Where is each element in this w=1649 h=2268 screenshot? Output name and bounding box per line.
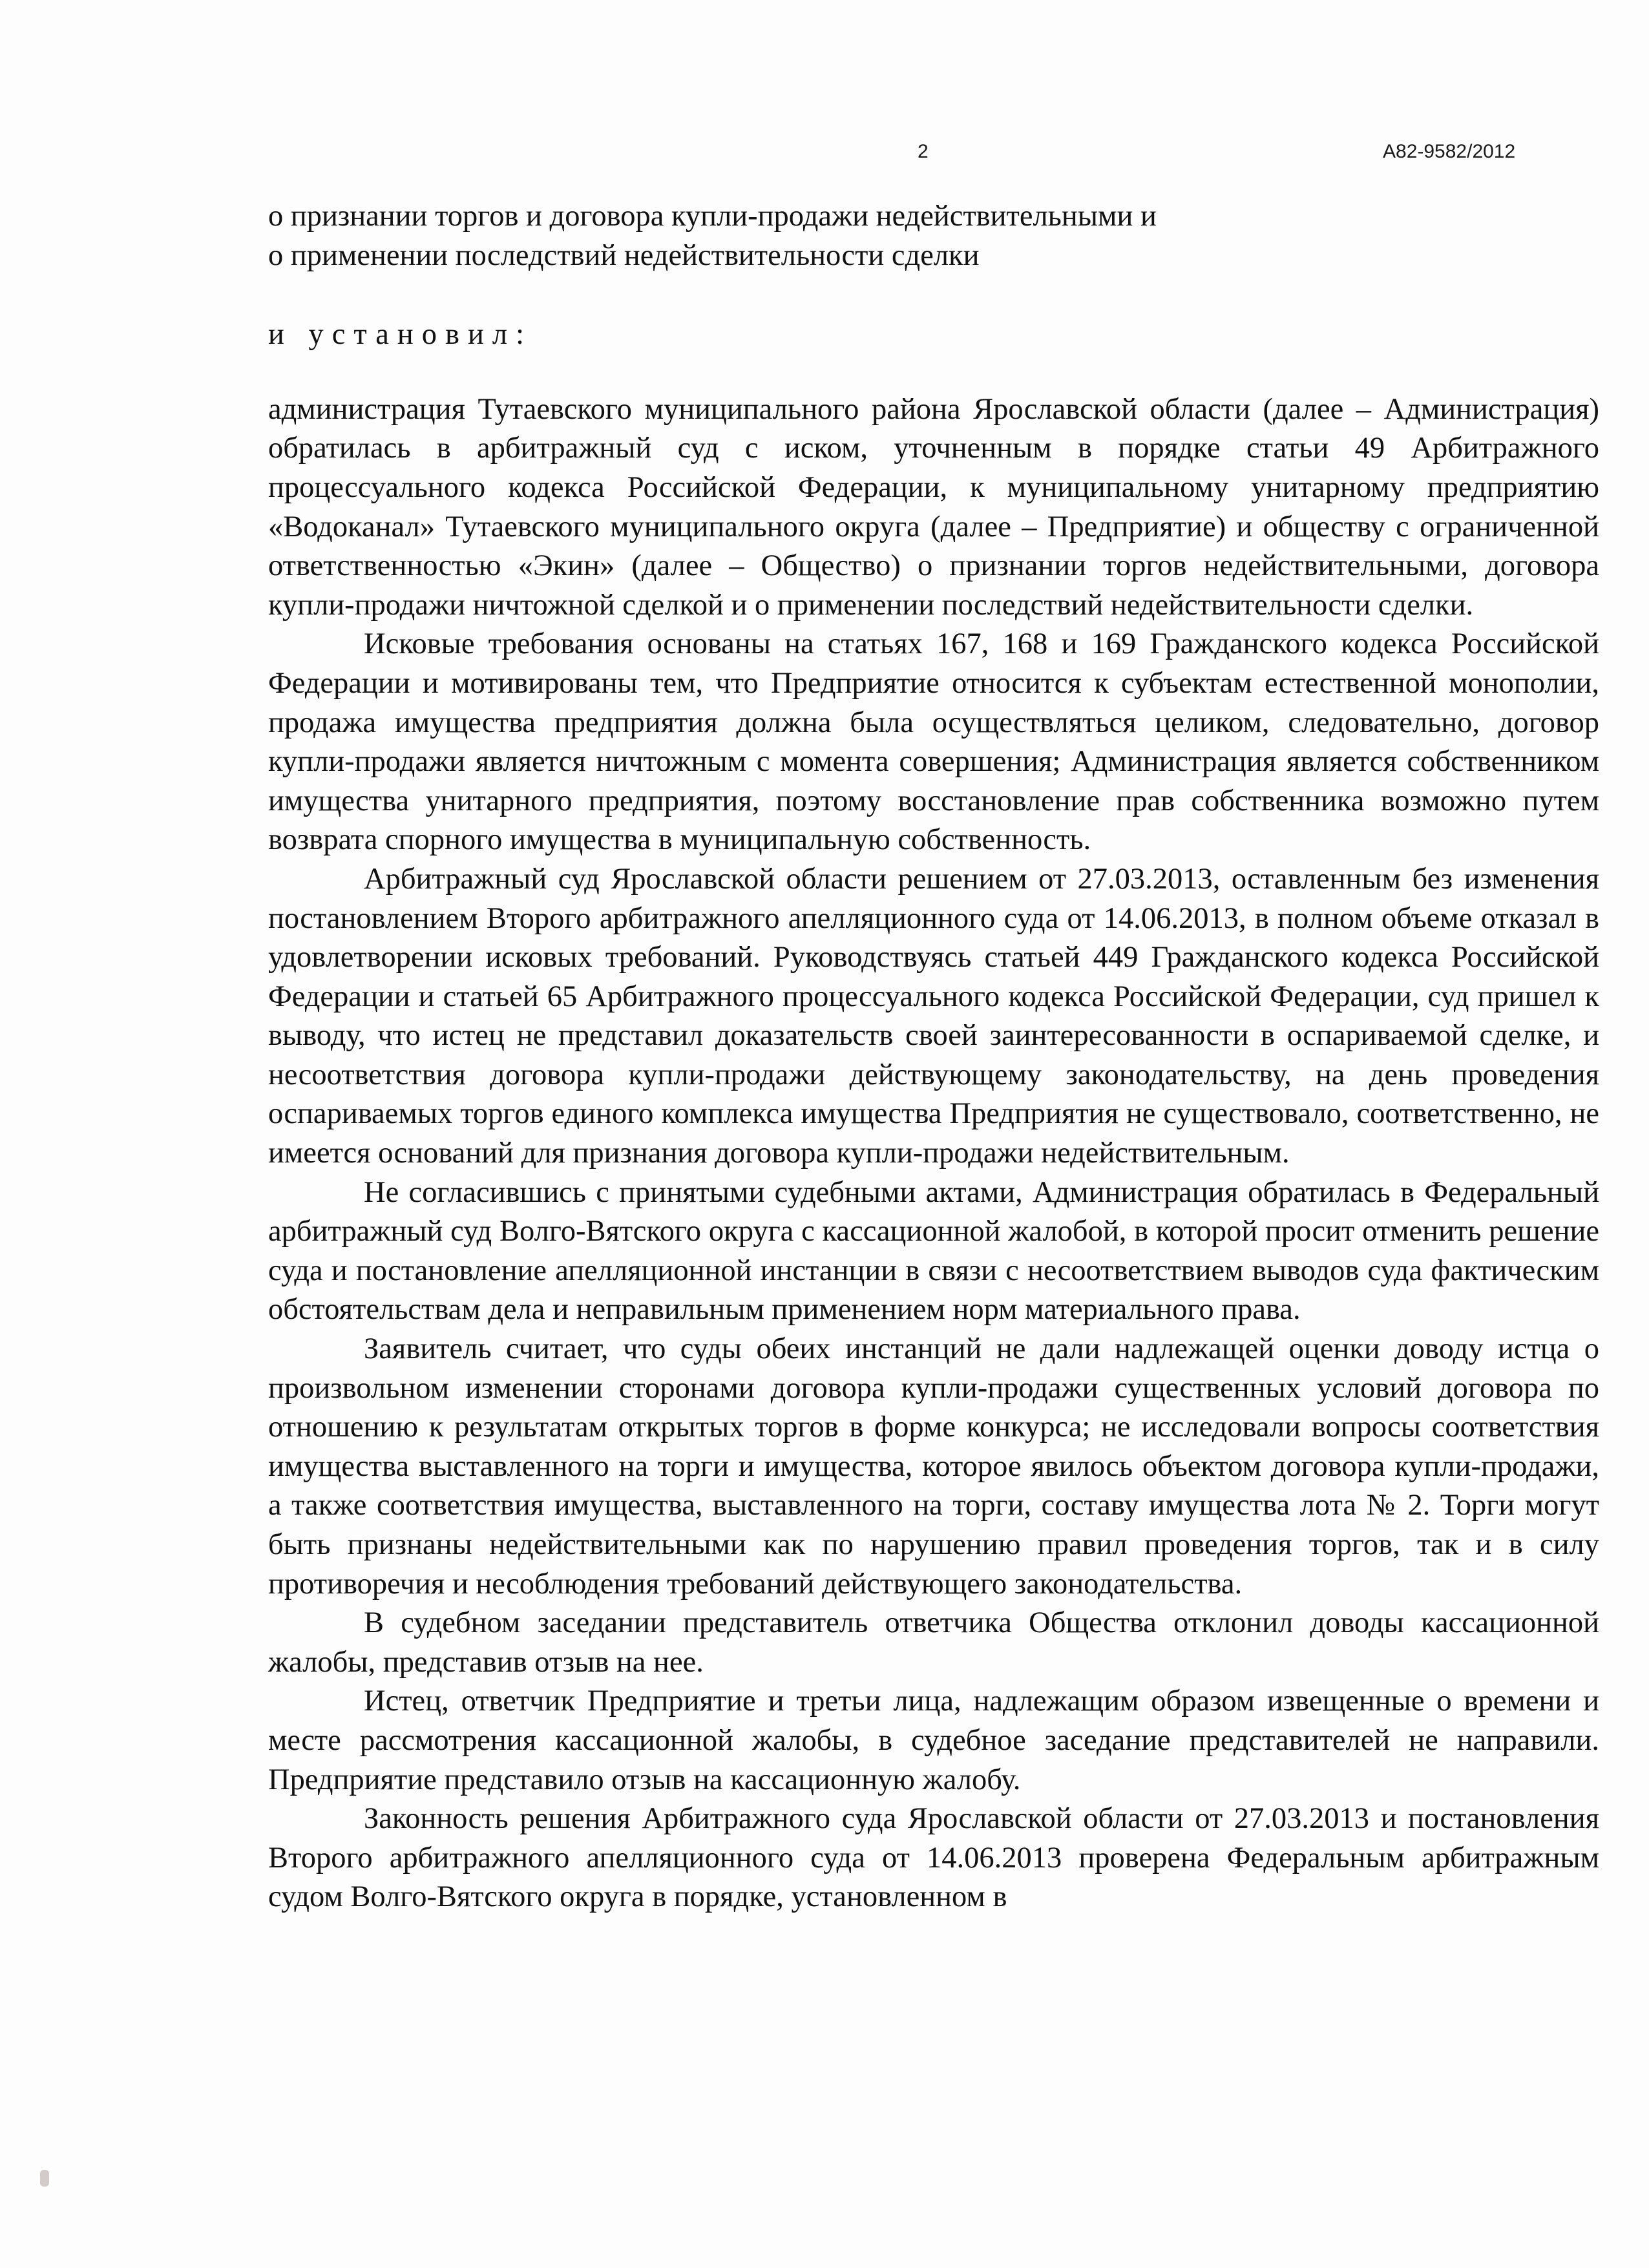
page-number: 2 [918, 141, 929, 162]
paragraph: Заявитель считает, что суды обеих инстанций не дали надлежащей оценки доводу истца о произвольном изменении сторонами договора купли-продажи существенных условий договора по отношению к результатам открытых торгов в форме конкурса; не исследовали вопросы соответствия имущества выставленного на торги и имущества, которое явилось объектом договора купли-продажи, а также соответствия имущества, выставленного на торги, составу имущества лота № 2. Торги могут быть признаны недействительными как по нарушению правил проведения торгов, так и в силу противоречия и несоблюдения требований действующего законодательства. [268, 1332, 1599, 1601]
paragraph: Арбитражный суд Ярославской области решением от 27.03.2013, оставленным без изменения постановлением Второго арбитражного апелляционного суда от 14.06.2013, в полном объеме отказал в удовлетворении исковых требований. Руководствуясь статьей 449 Гражданского кодекса Российской Федерации и статьей 65 Арбитражного процессуального кодекса Российской Федерации, суд пришел к выводу, что истец не представил доказательств своей заинтересованности в оспариваемой сделке, и несоответствия договора купли-продажи действующему законодательству, на день проведения оспариваемых торгов единого комплекса имущества Предприятия не существовало, соответственно, не имеется оснований для признания договора купли-продажи недействительным. [268, 862, 1599, 1170]
established-label: и установил: [268, 318, 533, 352]
intro-line: о признании торгов и договора купли-продажи недействительными и [268, 200, 1157, 233]
paragraph: администрация Тутаевского муниципального района Ярославской области (далее – Администрация) обратилась в арбитражный суд с иском, уточненным в порядке статьи 49 Арбитражного процессуального кодекса Российской Федерации, к муниципальному унитарному предприятию «Водоканал» Тутаевского муниципального округа (далее – Предприятие) и обществу с ограниченной ответственностью «Экин» (далее – Общество) о признании торгов недействительными, договора купли-продажи ничтожной сделкой и о применении последствий недействительности сделки. [268, 392, 1599, 622]
scan-artifact [40, 2170, 49, 2187]
paragraph: Исковые требования основаны на статьях 167, 168 и 169 Гражданского кодекса Российской Федерации и мотивированы тем, что Предприятие относится к субъектам естественной монополии, продажа имущества предприятия должна была осуществляться целиком, следовательно, договор купли-продажи является ничтожным с момента совершения; Администрация является собственником имущества унитарного предприятия, поэтому восстановление прав собственника возможно путем возврата спорного имущества в муниципальную собственность. [268, 627, 1599, 857]
paragraph: В судебном заседании представитель ответчика Общества отклонил доводы кассационной жалобы, представив отзыв на нее. [268, 1606, 1599, 1679]
intro-line: о применении последствий недействительности сделки [268, 238, 980, 272]
paragraph: Не согласившись с принятыми судебными актами, Администрация обратилась в Федеральный арбитражный суд Волго-Вятского округа с кассационной жалобой, в которой просит отменить решение суда и постановление апелляционной инстанции в связи с несоответствием выводов суда фактическим обстоятельствам дела и неправильным применением норм материального права. [268, 1175, 1599, 1327]
paragraph: Законность решения Арбитражного суда Ярославской области от 27.03.2013 и постановления Второго арбитражного апелляционного суда от 14.06.2013 проверена Федеральным арбитражным судом Волго-Вятского округа в порядке, установленном в [268, 1802, 1599, 1914]
paragraph: Истец, ответчик Предприятие и третьи лица, надлежащим образом извещенные о времени и месте рассмотрения кассационной жалобы, в судебное заседание представителей не направили. Предприятие представило отзыв на кассационную жалобу. [268, 1685, 1599, 1796]
case-number: А82-9582/2012 [1383, 141, 1516, 162]
subject-of-claim [268, 197, 1599, 275]
document-body [268, 197, 1599, 1917]
